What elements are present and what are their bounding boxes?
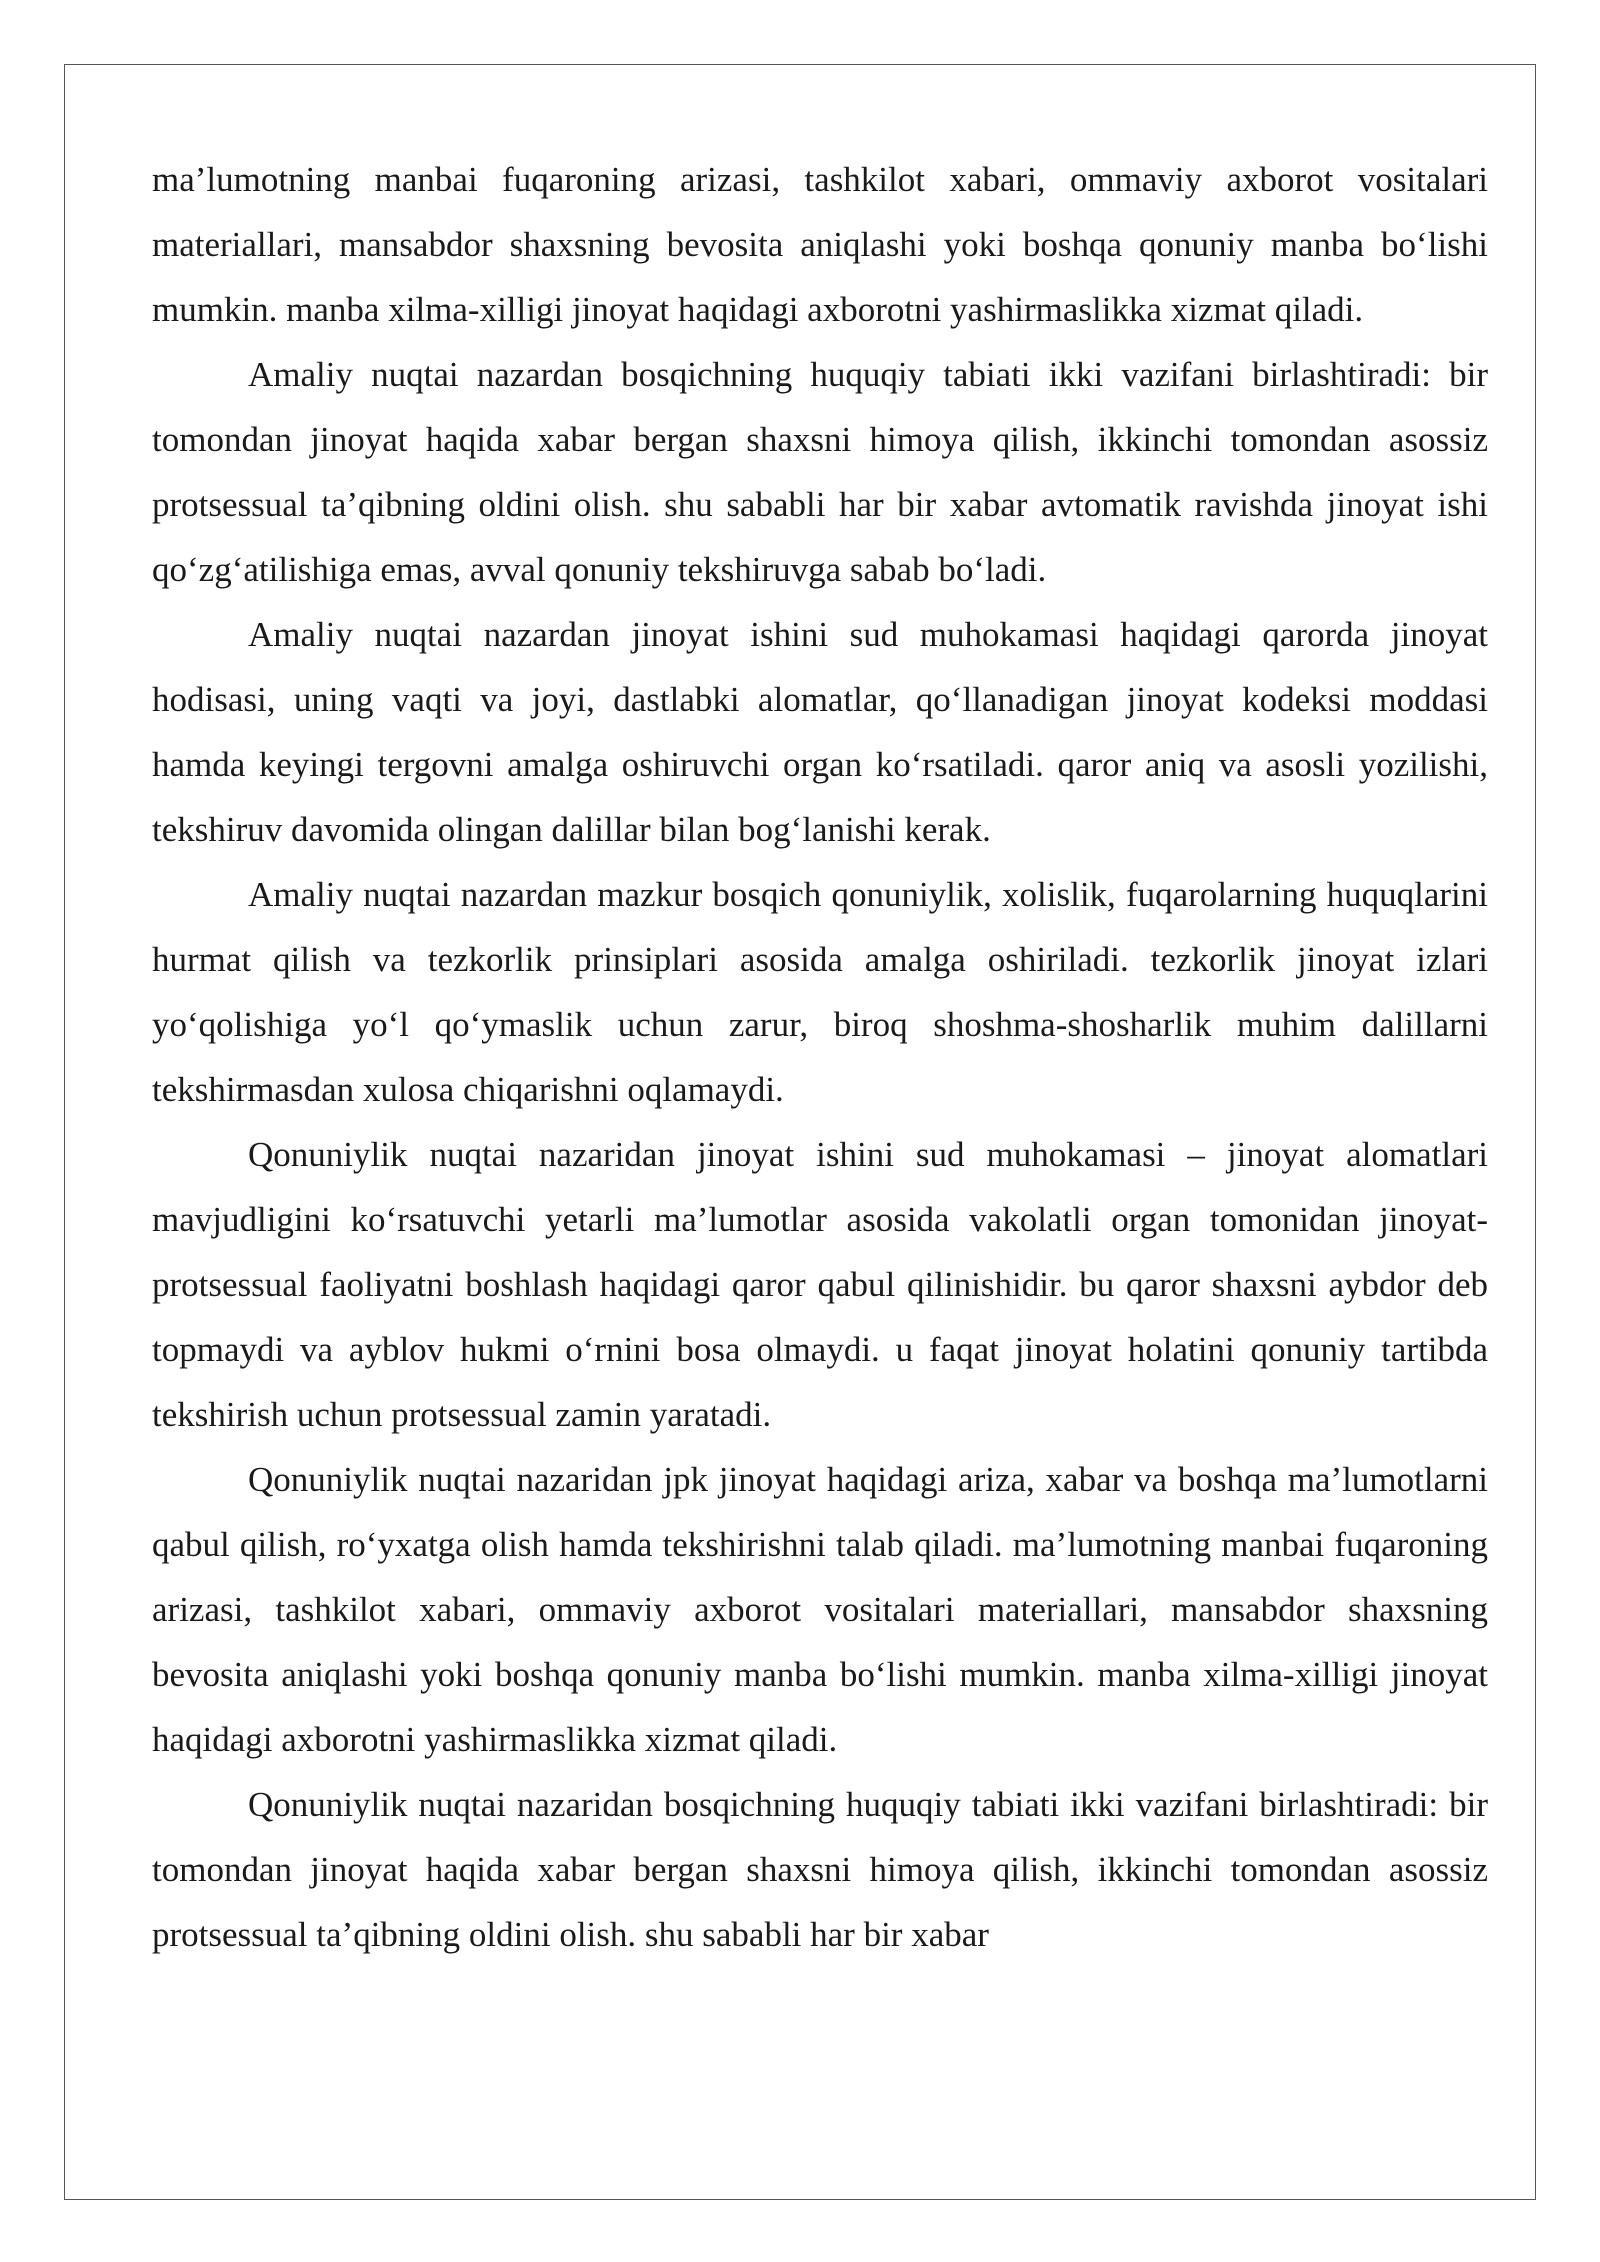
paragraph-2: Amaliy nuqtai nazardan bosqichning huquqiy tabiati ikki vazifani birlashtiradi: bir tomondan jinoyat haqida xabar bergan shaxsni himoya qilish, ikkinchi tomondan asossiz protsessual ta’qibning oldini olish. shu sababli har bir xabar avtomatik ravishda jinoyat ishi qo‘zg‘atilishiga emas, avval qonuniy tekshiruvga sabab bo‘ladi. <box>152 355 1488 589</box>
paragraph-4: Amaliy nuqtai nazardan mazkur bosqich qonuniylik, xolislik, fuqarolarning huquqlarini hurmat qilish va tezkorlik prinsiplari asosida amalga oshiriladi. tezkorlik jinoyat izlari yo‘qolishiga yo‘l qo‘ymaslik uchun zarur, biroq shoshma-shosharlik muhim dalillarni tekshirmasdan xulosa chiqarishni oqlamaydi. <box>152 875 1488 1109</box>
paragraph-1: ma’lumotning manbai fuqaroning arizasi, tashkilot xabari, ommaviy axborot vositalari materiallari, mansabdor shaxsning bevosita aniqlashi yoki boshqa qonuniy manba bo‘lishi mumkin. manba xilma-xilligi jinoyat haqidagi axborotni yashirmaslikka xizmat qiladi. <box>152 160 1488 329</box>
paragraph-6: Qonuniylik nuqtai nazaridan jpk jinoyat haqidagi ariza, xabar va boshqa ma’lumotlarni qabul qilish, ro‘yxatga olish hamda tekshirishni talab qiladi. ma’lumotning manbai fuqaroning arizasi, tashkilot xabari, ommaviy axborot vositalari materiallari, mansabdor shaxsning bevosita aniqlashi yoki boshqa qonuniy manba bo‘lishi mumkin. manba xilma-xilligi jinoyat haqidagi axborotni yashirmaslikka xizmat qiladi. <box>152 1460 1488 1759</box>
paragraph-3: Amaliy nuqtai nazardan jinoyat ishini sud muhokamasi haqidagi qarorda jinoyat hodisasi, uning vaqti va joyi, dastlabki alomatlar, qo‘llanadigan jinoyat kodeksi moddasi hamda keyingi tergovni amalga oshiruvchi organ ko‘rsatiladi. qaror aniq va asosli yozilishi, tekshiruv davomida olingan dalillar bilan bog‘lanishi kerak. <box>152 615 1488 849</box>
document-body <box>152 147 1488 1967</box>
paragraph-7: Qonuniylik nuqtai nazaridan bosqichning huquqiy tabiati ikki vazifani birlashtiradi: bir tomondan jinoyat haqida xabar bergan shaxsni himoya qilish, ikkinchi tomondan asossiz protsessual ta’qibning oldini olish. shu sababli har bir xabar <box>152 1785 1488 1954</box>
paragraph-5: Qonuniylik nuqtai nazaridan jinoyat ishini sud muhokamasi – jinoyat alomatlari mavjudligini ko‘rsatuvchi yetarli ma’lumotlar asosida vakolatli organ tomonidan jinoyat-protsessual faoliyatni boshlash haqidagi qaror qabul qilinishidir. bu qaror shaxsni aybdor deb topmaydi va ayblov hukmi o‘rnini bosa olmaydi. u faqat jinoyat holatini qonuniy tartibda tekshirish uchun protsessual zamin yaratadi. <box>152 1135 1488 1434</box>
